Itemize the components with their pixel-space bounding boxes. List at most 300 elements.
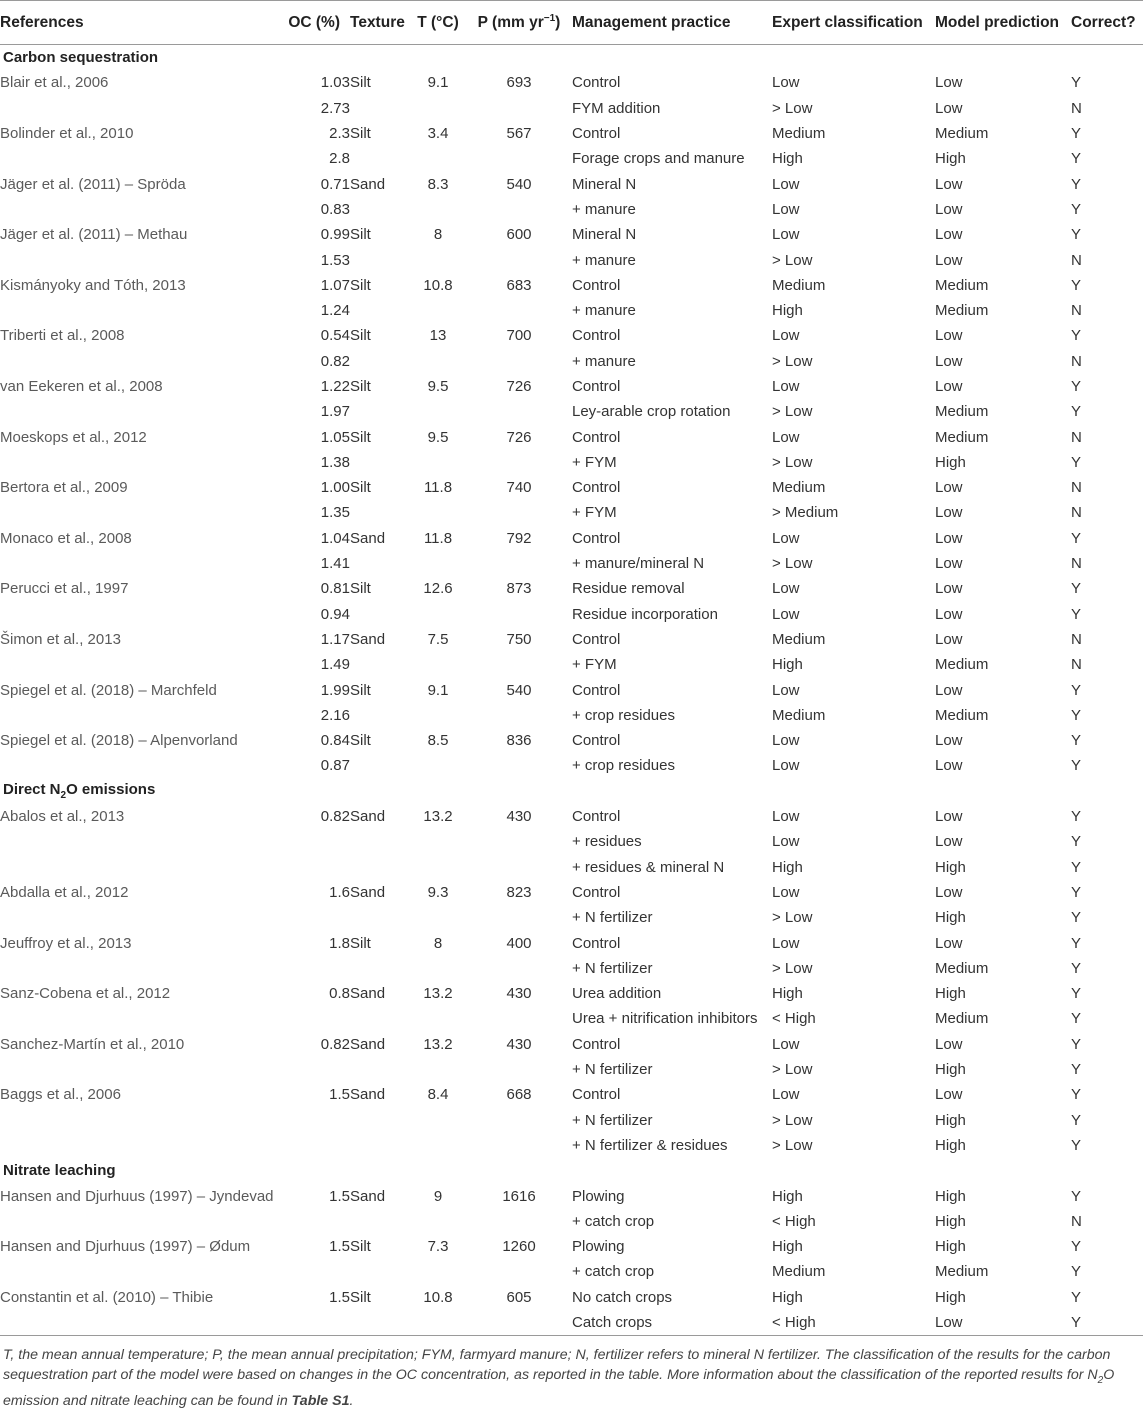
- temperature-cell: 9.3: [427, 883, 449, 901]
- correct-cell: N: [1071, 630, 1082, 648]
- reference-cell: [0, 551, 283, 576]
- correct-cell: N: [1071, 99, 1082, 117]
- reference-cell: [0, 96, 283, 121]
- correct-cell: Y: [1071, 1136, 1082, 1154]
- precipitation-cell: 1260: [502, 1238, 536, 1256]
- reference-cell: [0, 652, 283, 677]
- oc-cell: 0.87: [320, 757, 350, 775]
- temperature-cell: [410, 905, 466, 930]
- oc-cell: 1.53: [320, 251, 350, 269]
- texture-cell: [350, 247, 410, 272]
- oc-cell: 1.99: [320, 681, 350, 699]
- management-practice-cell: Control: [572, 74, 621, 92]
- reference-cell: Hansen and Djurhuus (1997) – Jyndevad: [0, 1187, 274, 1205]
- model-prediction-cell: Low: [935, 378, 963, 395]
- table-row: [0, 96, 1143, 121]
- precipitation-cell: 750: [506, 630, 532, 648]
- table-row: [0, 1310, 1143, 1336]
- oc-cell: [283, 905, 350, 930]
- texture-cell: [350, 1310, 410, 1336]
- precipitation-cell: [466, 956, 572, 981]
- table-row: [0, 753, 1143, 778]
- texture-cell: Sand: [350, 1035, 386, 1053]
- oc-cell: 1.05: [320, 428, 350, 446]
- table-row: [0, 1259, 1143, 1284]
- temperature-cell: 10.8: [423, 276, 453, 294]
- precipitation-cell: [466, 829, 572, 854]
- model-prediction-cell: Low: [935, 732, 963, 750]
- model-prediction-cell: Medium: [935, 706, 989, 724]
- temperature-cell: [410, 1006, 466, 1031]
- management-practice-cell: Control: [572, 125, 621, 143]
- model-prediction-cell: Low: [935, 580, 963, 598]
- correct-cell: Y: [1071, 1263, 1082, 1281]
- temperature-cell: [410, 1107, 466, 1132]
- reference-cell: Jäger et al. (2011) – Methau: [0, 226, 188, 244]
- correct-cell: Y: [1071, 1086, 1082, 1104]
- temperature-cell: [410, 1310, 466, 1336]
- table-row: [0, 956, 1143, 981]
- reference-cell: [0, 905, 283, 930]
- expert-classification-cell: Medium: [772, 479, 826, 497]
- section-title-text: Direct N: [3, 781, 61, 799]
- texture-cell: [350, 197, 410, 222]
- oc-cell: [283, 1133, 350, 1158]
- precipitation-cell: [466, 652, 572, 677]
- management-practice-cell: Control: [572, 808, 621, 826]
- oc-cell: 1.6: [329, 883, 350, 901]
- temperature-cell: 9.1: [427, 74, 449, 92]
- header-temperature: T (°C): [410, 1, 466, 45]
- texture-cell: Silt: [350, 226, 371, 244]
- table-row: [0, 905, 1143, 930]
- expert-classification-cell: Low: [772, 681, 800, 699]
- section-title-subscript: 2: [60, 790, 67, 802]
- reference-cell: Šimon et al., 2013: [0, 630, 121, 648]
- texture-cell: Silt: [350, 479, 371, 497]
- reference-cell: [0, 247, 283, 272]
- expert-classification-cell: Low: [772, 580, 800, 598]
- table-row: [0, 855, 1143, 880]
- precipitation-cell: 430: [506, 985, 532, 1003]
- table-row: [0, 703, 1143, 728]
- expert-classification-cell: Medium: [772, 706, 826, 724]
- header-management-practice: Management practice: [572, 1, 772, 45]
- temperature-cell: [410, 829, 466, 854]
- model-prediction-cell: Low: [935, 352, 963, 370]
- table-row: [0, 1006, 1143, 1031]
- texture-cell: Sand: [350, 808, 386, 826]
- texture-cell: [350, 500, 410, 525]
- header-precipitation-exponent: −1: [543, 12, 556, 24]
- precipitation-cell: [466, 1057, 572, 1082]
- oc-cell: 1.22: [320, 378, 350, 395]
- precipitation-cell: [466, 703, 572, 728]
- correct-cell: Y: [1071, 706, 1082, 724]
- footnote-table-link[interactable]: Table S1: [291, 1392, 350, 1409]
- texture-cell: Silt: [350, 276, 371, 294]
- management-practice-cell: + N fertilizer: [572, 959, 653, 977]
- management-practice-cell: Control: [572, 378, 621, 395]
- model-prediction-cell: Low: [935, 200, 963, 218]
- model-prediction-cell: High: [935, 1187, 966, 1205]
- section-title: [0, 1158, 1143, 1183]
- correct-cell: N: [1071, 428, 1082, 446]
- model-prediction-cell: Medium: [935, 428, 989, 446]
- temperature-cell: 7.5: [427, 630, 449, 648]
- reference-cell: Sanz-Cobena et al., 2012: [0, 985, 171, 1003]
- temperature-cell: 13.2: [423, 808, 453, 826]
- correct-cell: Y: [1071, 327, 1082, 345]
- expert-classification-cell: > Low: [772, 959, 813, 977]
- oc-cell: 1.38: [320, 453, 350, 471]
- expert-classification-cell: > Low: [772, 1061, 813, 1079]
- expert-classification-cell: Low: [772, 732, 800, 750]
- table-row: [0, 1107, 1143, 1132]
- reference-cell: [0, 1107, 283, 1132]
- temperature-cell: 10.8: [423, 1288, 453, 1306]
- oc-cell: 0.99: [320, 226, 350, 244]
- table-row: [0, 298, 1143, 323]
- table-row: [0, 1209, 1143, 1234]
- reference-cell: Baggs et al., 2006: [0, 1086, 121, 1104]
- precipitation-cell: [466, 1209, 572, 1234]
- management-practice-cell: Urea addition: [572, 985, 662, 1003]
- table-row: [0, 1057, 1143, 1082]
- correct-cell: Y: [1071, 1187, 1082, 1205]
- management-practice-cell: Residue removal: [572, 580, 685, 598]
- model-prediction-cell: Low: [935, 175, 963, 193]
- correct-cell: Y: [1071, 1288, 1082, 1306]
- correct-cell: Y: [1071, 125, 1082, 143]
- table-row: [0, 1234, 1143, 1259]
- expert-classification-cell: > Medium: [772, 504, 839, 522]
- management-practice-cell: Urea + nitrification inhibitors: [572, 1010, 758, 1028]
- management-practice-cell: Plowing: [572, 1238, 625, 1256]
- oc-cell: [283, 829, 350, 854]
- correct-cell: Y: [1071, 732, 1082, 750]
- precipitation-cell: 400: [506, 934, 532, 952]
- management-practice-cell: + N fertilizer: [572, 1111, 653, 1129]
- model-prediction-cell: Low: [935, 1086, 963, 1104]
- precipitation-cell: 668: [506, 1086, 532, 1104]
- model-prediction-cell: High: [935, 858, 966, 876]
- section-header-row: [0, 45, 1143, 71]
- expert-classification-cell: High: [772, 1288, 803, 1306]
- precipitation-cell: 693: [506, 74, 532, 92]
- footnote-subscript: 2: [1097, 1374, 1104, 1386]
- oc-cell: [283, 1057, 350, 1082]
- table-row: [0, 247, 1143, 272]
- precipitation-cell: 700: [506, 327, 532, 345]
- management-practice-cell: Control: [572, 883, 621, 901]
- texture-cell: Silt: [350, 1238, 371, 1256]
- texture-cell: Silt: [350, 74, 371, 92]
- correct-cell: Y: [1071, 200, 1082, 218]
- reference-cell: Moeskops et al., 2012: [0, 428, 147, 446]
- management-practice-cell: Residue incorporation: [572, 605, 718, 623]
- management-practice-cell: Control: [572, 529, 621, 547]
- management-practice-cell: + residues & mineral N: [572, 858, 725, 876]
- model-prediction-cell: High: [935, 150, 966, 168]
- model-prediction-cell: Low: [935, 833, 963, 851]
- temperature-cell: 7.3: [427, 1238, 449, 1256]
- reference-cell: van Eekeren et al., 2008: [0, 378, 163, 395]
- footnote-text-1: T, the mean annual temperature; P, the mean annual precipitation; FYM, farmyard manure; N, fertilizer refers to mineral N fertilizer. The classification of the results for the carbon sequestration part of the model were based on changes in the OC concentration, as reported in the table. More information about the classification of the reported results for N: [3, 1347, 1111, 1384]
- expert-classification-cell: Low: [772, 175, 800, 193]
- oc-cell: 0.82: [320, 808, 350, 826]
- expert-classification-cell: Low: [772, 428, 800, 446]
- correct-cell: N: [1071, 555, 1082, 573]
- model-prediction-cell: Low: [935, 808, 963, 826]
- reference-cell: [0, 1133, 283, 1158]
- header-correct: Correct?: [1071, 1, 1143, 45]
- expert-classification-cell: Low: [772, 808, 800, 826]
- management-practice-cell: + crop residues: [572, 757, 675, 775]
- reference-cell: [0, 1310, 283, 1336]
- temperature-cell: [410, 602, 466, 627]
- expert-classification-cell: High: [772, 1238, 803, 1256]
- texture-cell: Silt: [350, 732, 371, 750]
- management-practice-cell: Control: [572, 1035, 621, 1053]
- header-references: References: [0, 1, 283, 45]
- texture-cell: [350, 855, 410, 880]
- precipitation-cell: [466, 96, 572, 121]
- texture-cell: [350, 602, 410, 627]
- model-prediction-cell: Low: [935, 1310, 1071, 1336]
- correct-cell: Y: [1071, 883, 1082, 901]
- oc-cell: 2.3: [329, 125, 350, 143]
- oc-cell: [283, 1310, 350, 1336]
- expert-classification-cell: > Low: [772, 1111, 813, 1129]
- correct-cell: Y: [1071, 757, 1082, 775]
- oc-cell: 0.83: [320, 200, 350, 218]
- texture-cell: Silt: [350, 378, 371, 395]
- texture-cell: [350, 905, 410, 930]
- temperature-cell: [410, 349, 466, 374]
- precipitation-cell: 1616: [502, 1187, 536, 1205]
- expert-classification-cell: < High: [772, 1010, 816, 1028]
- oc-cell: 1.41: [320, 555, 350, 573]
- reference-cell: Bolinder et al., 2010: [0, 125, 134, 143]
- correct-cell: N: [1071, 656, 1082, 674]
- model-prediction-cell: High: [935, 1061, 966, 1079]
- oc-cell: [283, 855, 350, 880]
- temperature-cell: [410, 652, 466, 677]
- management-practice-cell: Control: [572, 276, 621, 294]
- precipitation-cell: [466, 551, 572, 576]
- expert-classification-cell: Low: [772, 833, 800, 851]
- model-prediction-cell: Low: [935, 504, 963, 522]
- correct-cell: N: [1071, 504, 1082, 522]
- precipitation-cell: [466, 450, 572, 475]
- temperature-cell: 13.2: [423, 985, 453, 1003]
- table-row: [0, 323, 1143, 348]
- model-prediction-cell: Low: [935, 630, 963, 648]
- oc-cell: 1.5: [329, 1238, 350, 1256]
- reference-cell: [0, 146, 283, 171]
- table-row: [0, 829, 1143, 854]
- management-practice-cell: + N fertilizer: [572, 909, 653, 927]
- correct-cell: Y: [1071, 1035, 1082, 1053]
- expert-classification-cell: High: [772, 858, 803, 876]
- oc-cell: [283, 1006, 350, 1031]
- expert-classification-cell: > Low: [772, 403, 813, 421]
- precipitation-cell: [466, 1259, 572, 1284]
- correct-cell: N: [1071, 302, 1082, 320]
- precipitation-cell: [466, 247, 572, 272]
- temperature-cell: 11.8: [423, 479, 453, 497]
- oc-cell: 2.73: [320, 99, 350, 117]
- table-row: [0, 627, 1143, 652]
- temperature-cell: [410, 146, 466, 171]
- management-practice-cell: Control: [572, 479, 621, 497]
- precipitation-cell: 567: [506, 125, 532, 143]
- model-prediction-cell: Low: [935, 681, 963, 699]
- correct-cell: Y: [1071, 74, 1082, 92]
- texture-cell: Sand: [350, 529, 386, 547]
- temperature-cell: 9.1: [427, 681, 449, 699]
- model-prediction-cell: High: [935, 1212, 966, 1230]
- table-footnote: [0, 1336, 1143, 1411]
- management-practice-cell: Catch crops: [572, 1310, 772, 1336]
- oc-cell: 1.04: [320, 529, 350, 547]
- management-practice-cell: + crop residues: [572, 706, 675, 724]
- precipitation-cell: [466, 855, 572, 880]
- texture-cell: [350, 956, 410, 981]
- correct-cell: Y: [1071, 808, 1082, 826]
- texture-cell: [350, 1209, 410, 1234]
- management-practice-cell: + residues: [572, 833, 642, 851]
- management-practice-cell: + manure: [572, 302, 636, 320]
- precipitation-cell: [466, 349, 572, 374]
- table-row: [0, 930, 1143, 955]
- table-row: [0, 121, 1143, 146]
- table-row: [0, 1285, 1143, 1310]
- model-prediction-cell: Medium: [935, 656, 989, 674]
- section-title: [0, 779, 1143, 804]
- model-prediction-cell: Medium: [935, 125, 989, 143]
- table-row: [0, 222, 1143, 247]
- correct-cell: Y: [1071, 1010, 1082, 1028]
- oc-cell: 0.82: [320, 352, 350, 370]
- header-precipitation-close: ): [555, 14, 561, 32]
- precipitation-cell: 683: [506, 276, 532, 294]
- model-prediction-cell: Low: [935, 555, 963, 573]
- reference-cell: [0, 399, 283, 424]
- management-practice-cell: Control: [572, 1086, 621, 1104]
- model-prediction-cell: High: [935, 1238, 966, 1256]
- management-practice-cell: Forage crops and manure: [572, 150, 745, 168]
- expert-classification-cell: < High: [772, 1310, 935, 1336]
- texture-cell: Sand: [350, 1187, 386, 1205]
- precipitation-cell: 792: [506, 529, 532, 547]
- table-row: [0, 526, 1143, 551]
- oc-cell: 0.84: [320, 732, 350, 750]
- precipitation-cell: 540: [506, 681, 532, 699]
- precipitation-cell: [466, 1107, 572, 1132]
- reference-cell: Sanchez-Martín et al., 2010: [0, 1035, 185, 1053]
- correct-cell: Y: [1071, 226, 1082, 244]
- correct-cell: N: [1071, 352, 1082, 370]
- reference-cell: Monaco et al., 2008: [0, 529, 132, 547]
- table-row: [0, 804, 1143, 829]
- management-practice-cell: Control: [572, 428, 621, 446]
- expert-classification-cell: > Low: [772, 909, 813, 927]
- temperature-cell: [410, 247, 466, 272]
- temperature-cell: 3.4: [427, 125, 449, 143]
- table-row: [0, 880, 1143, 905]
- model-prediction-cell: High: [935, 909, 966, 927]
- expert-classification-cell: Medium: [772, 125, 826, 143]
- precipitation-cell: 740: [506, 479, 532, 497]
- model-prediction-cell: Low: [935, 226, 963, 244]
- oc-cell: 1.00: [320, 479, 350, 497]
- texture-cell: Silt: [350, 934, 371, 952]
- temperature-cell: [410, 703, 466, 728]
- temperature-cell: 13: [429, 327, 447, 345]
- header-texture: Texture: [350, 1, 410, 45]
- precipitation-cell: [466, 500, 572, 525]
- correct-cell: Y: [1071, 1111, 1082, 1129]
- reference-cell: [0, 349, 283, 374]
- temperature-cell: 9.5: [427, 378, 449, 395]
- management-practice-cell: No catch crops: [572, 1288, 673, 1306]
- correct-cell: N: [1071, 1212, 1082, 1230]
- management-practice-cell: Ley-arable crop rotation: [572, 403, 731, 421]
- reference-cell: Jäger et al. (2011) – Spröda: [0, 175, 186, 193]
- reference-cell: Hansen and Djurhuus (1997) – Ødum: [0, 1238, 251, 1256]
- reference-cell: Jeuffroy et al., 2013: [0, 934, 132, 952]
- expert-classification-cell: Low: [772, 883, 800, 901]
- precipitation-cell: 823: [506, 883, 532, 901]
- correct-cell: Y: [1071, 985, 1082, 1003]
- table-row: [0, 677, 1143, 702]
- temperature-cell: [410, 1133, 466, 1158]
- temperature-cell: [410, 956, 466, 981]
- precipitation-cell: [466, 753, 572, 778]
- texture-cell: Silt: [350, 1288, 371, 1306]
- precipitation-cell: [466, 399, 572, 424]
- table-row: [0, 475, 1143, 500]
- correct-cell: Y: [1071, 1061, 1082, 1079]
- expert-classification-cell: Low: [772, 200, 800, 218]
- oc-cell: 1.49: [320, 656, 350, 674]
- table-row: [0, 1183, 1143, 1208]
- reference-cell: [0, 1209, 283, 1234]
- reference-cell: [0, 1057, 283, 1082]
- precipitation-cell: [466, 197, 572, 222]
- temperature-cell: 13.2: [423, 1035, 453, 1053]
- reference-cell: [0, 298, 283, 323]
- precipitation-cell: 605: [506, 1288, 532, 1306]
- expert-classification-cell: > Low: [772, 1136, 813, 1154]
- reference-cell: [0, 450, 283, 475]
- oc-cell: 2.16: [320, 706, 350, 724]
- management-practice-cell: + manure: [572, 251, 636, 269]
- correct-cell: Y: [1071, 858, 1082, 876]
- reference-cell: [0, 197, 283, 222]
- precipitation-cell: 726: [506, 378, 532, 395]
- temperature-cell: [410, 551, 466, 576]
- model-prediction-cell: Medium: [935, 959, 989, 977]
- correct-cell: Y: [1071, 833, 1082, 851]
- management-practice-cell: Control: [572, 934, 621, 952]
- temperature-cell: [410, 399, 466, 424]
- reference-cell: [0, 1006, 283, 1031]
- oc-cell: 1.8: [329, 934, 350, 952]
- model-prediction-cell: Low: [935, 1035, 963, 1053]
